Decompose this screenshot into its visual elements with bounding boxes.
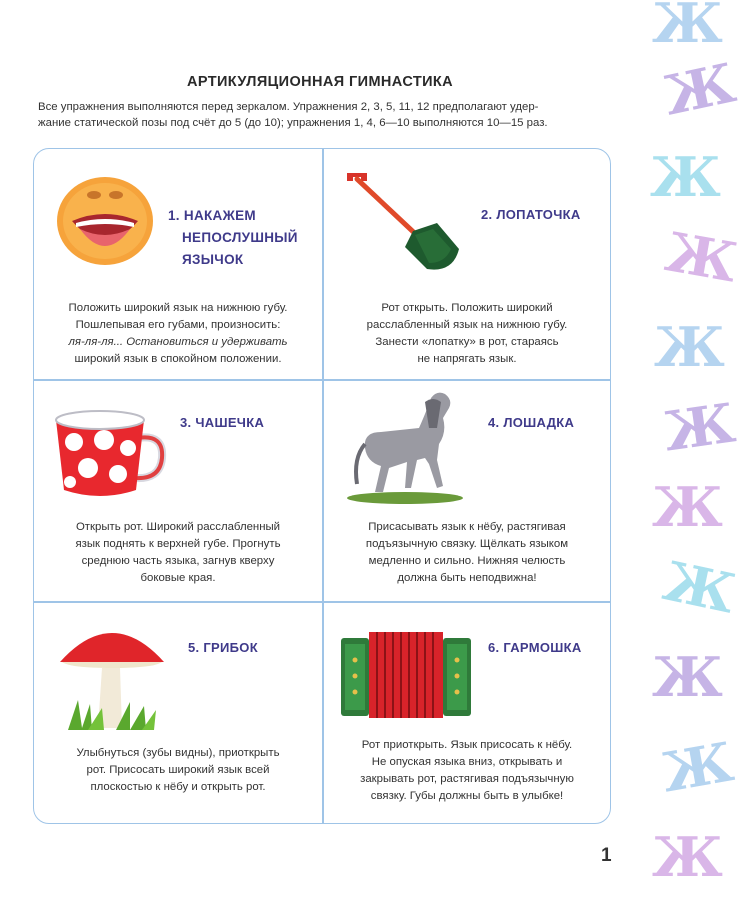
description-line: широкий язык в спокойном положении. <box>74 353 282 365</box>
mushroom-image <box>58 618 168 734</box>
exercise-description <box>323 519 611 587</box>
shovel-image <box>341 169 461 273</box>
decor-letter: Ж <box>650 145 721 209</box>
exercise-card <box>323 149 611 375</box>
exercise-description <box>34 519 322 587</box>
exercise-title: 2. ЛОПАТОЧКА <box>481 207 581 222</box>
description-line: Рот приоткрыть. Язык присосать к нёбу. <box>361 739 573 751</box>
intro-line: Все упражнения выполняются перед зеркалом. Упражнения 2, 3, 5, 11, 12 предполагают удер- <box>38 101 539 113</box>
exercise-description <box>34 745 322 796</box>
description-line: Улыбнуться (зубы видны), приоткрыть <box>76 747 280 759</box>
exercise-title <box>168 205 298 271</box>
decorative-letter-border <box>650 0 742 907</box>
decor-letter: Ж <box>652 645 723 709</box>
exercise-title: 3. ЧАШЕЧКА <box>180 415 265 430</box>
page-title: АРТИКУЛЯЦИОННАЯ ГИМНАСТИКА <box>186 74 454 90</box>
intro-line: жание статической позы под счёт до 5 (до 10); упражнения 1, 4, 6—10 выполняются 10—15 раз. <box>38 117 548 129</box>
description-line: среднюю часть языка, загнув кверху <box>81 555 275 567</box>
horse-image <box>345 388 473 506</box>
description-line: должна быть неподвижна! <box>397 572 537 584</box>
description-line: плоскостью к нёбу и открыть рот. <box>90 781 266 793</box>
decor-letter: Ж <box>659 390 739 464</box>
cup-image <box>52 404 172 504</box>
description-line: связку. Губы должны быть в улыбке! <box>370 790 564 802</box>
decor-letter: Ж <box>652 825 723 889</box>
exercise-card <box>323 380 611 606</box>
decor-letter: Ж <box>660 219 742 295</box>
description-line: Положить широкий язык на нижнюю губу. <box>68 302 288 314</box>
exercise-card <box>323 602 611 828</box>
exercise-title: 5. ГРИБОК <box>188 640 258 655</box>
exercise-card <box>34 380 322 606</box>
exercise-title-line: НЕПОСЛУШНЫЙ <box>182 230 298 245</box>
description-line: Занести «лопатку» в рот, стараясь <box>375 336 559 348</box>
description-line: расслабленный язык на нижнюю губу. <box>366 319 568 331</box>
description-line: ля-ля-ля... Остановиться и удерживать <box>68 336 288 348</box>
accordion-image <box>341 630 471 722</box>
description-line: Присасывать язык к нёбу, растягивая <box>368 521 566 533</box>
decor-letter: Ж <box>656 729 738 805</box>
exercise-card <box>34 602 322 828</box>
description-line: Не опуская языка вниз, открывать и <box>371 756 563 768</box>
decor-letter: Ж <box>658 548 741 626</box>
description-line: боковые края. <box>140 572 216 584</box>
decor-letter: Ж <box>654 315 725 379</box>
description-line: рот. Присосать широкий язык всей <box>86 764 270 776</box>
description-line: Рот открыть. Положить широкий <box>381 302 553 314</box>
description-line: Пошлепывая его губами, произносить: <box>75 319 281 331</box>
description-line: подъязычную связку. Щёлкать языком <box>365 538 569 550</box>
page-number: 1 <box>601 845 612 866</box>
exercise-card <box>34 149 322 375</box>
description-line: не напрягать язык. <box>417 353 517 365</box>
description-line: медленно и сильно. Нижняя челюсть <box>368 555 566 567</box>
exercise-description <box>34 300 322 368</box>
mouth-tongue-image <box>50 169 160 269</box>
decor-letter: Ж <box>652 0 723 55</box>
exercise-title-line: ЯЗЫЧОК <box>182 252 244 267</box>
exercise-description <box>323 300 611 368</box>
description-line: язык поднять к верхней губе. Прогнуть <box>75 538 281 550</box>
intro-text <box>38 99 618 131</box>
exercise-title: 4. ЛОШАДКА <box>488 415 575 430</box>
exercise-title-line: 1. НАКАЖЕМ <box>168 208 256 223</box>
decor-letter: Ж <box>658 50 741 128</box>
description-line: закрывать рот, растягивая подъязычную <box>360 773 574 785</box>
exercise-grid <box>33 148 611 824</box>
exercise-title: 6. ГАРМОШКА <box>488 640 582 655</box>
description-line: Открыть рот. Широкий расслабленный <box>75 521 281 533</box>
exercise-description <box>323 737 611 805</box>
decor-letter: Ж <box>652 475 723 539</box>
